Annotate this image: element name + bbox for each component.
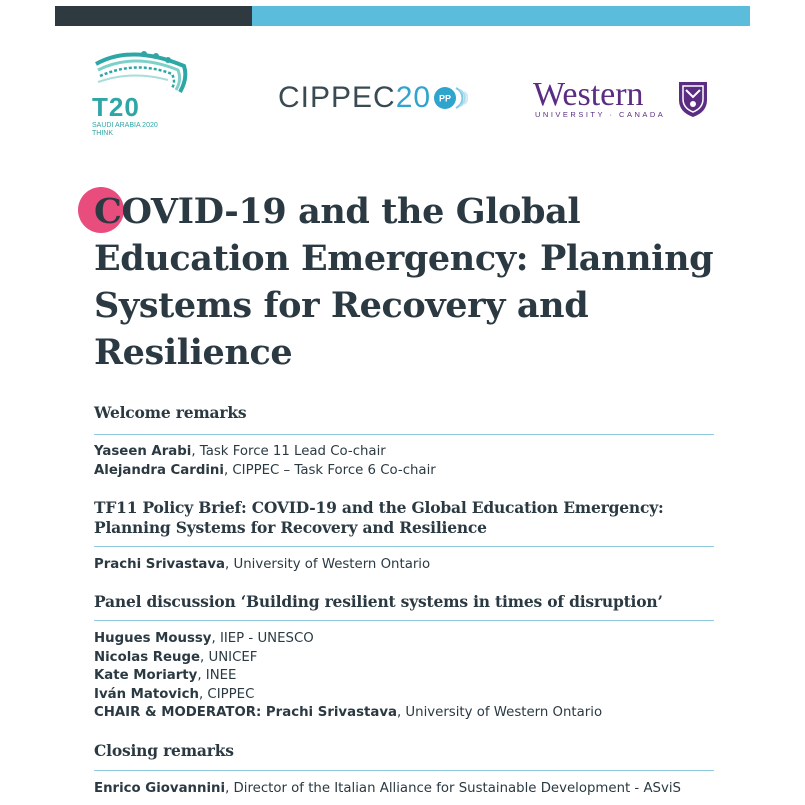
t20-title: T20 <box>92 92 140 122</box>
speaker-name: Alejandra Cardini <box>94 462 224 478</box>
section-heading-closing: Closing remarks <box>94 741 234 760</box>
page-title: COVID-19 and the Global Education Emergency: Planning Systems for Recovery and Resilience <box>94 191 714 373</box>
western-wordmark: Western <box>533 76 644 113</box>
speaker-list-panel <box>94 630 602 723</box>
section-divider <box>94 620 714 621</box>
speaker-role: , Task Force 11 Lead Co-chair <box>191 444 386 459</box>
t20-emblem-icon <box>92 44 192 96</box>
speaker-name: Prachi Srivastava <box>94 557 226 572</box>
cippec-logo <box>278 78 468 118</box>
western-crest-icon <box>677 80 709 118</box>
t20-subtitle-line2: THINK <box>92 130 113 137</box>
section-heading-policy-brief: TF11 Policy Brief: COVID-19 and the Global Education Emergency: Planning Systems for Recovery and Resilience <box>94 498 664 537</box>
speaker-role: , University of Western Ontario <box>396 705 603 720</box>
speaker-list-policy-brief <box>94 556 430 575</box>
speaker-list-closing <box>94 780 681 799</box>
speaker-name: Iván Matovich <box>94 686 199 702</box>
t20-subtitle <box>92 122 158 138</box>
speaker-name: Yaseen Arabi <box>94 444 192 459</box>
cippec-number: 20 <box>395 81 432 114</box>
speaker-item <box>94 443 436 462</box>
top-bar-dark <box>55 6 252 26</box>
speaker-role: , IIEP - UNESCO <box>211 631 314 646</box>
section-divider <box>94 546 714 547</box>
section-divider <box>94 434 714 435</box>
speaker-role: , UNICEF <box>200 649 258 665</box>
t20-subtitle-line1: SAUDI ARABIA 2020 <box>92 122 158 129</box>
speaker-item <box>94 704 602 723</box>
speaker-name: Nicolas Reuge <box>94 649 201 665</box>
t20-logo <box>92 44 192 144</box>
speaker-role: , University of Western Ontario <box>225 557 431 572</box>
speaker-name: Enrico Giovannini <box>94 781 226 796</box>
western-subtitle: UNIVERSITY · CANADA <box>535 110 666 119</box>
western-logo <box>533 76 723 126</box>
top-bar-light <box>252 6 750 26</box>
speaker-item <box>94 686 602 705</box>
speaker-item <box>94 556 430 575</box>
speaker-item <box>94 667 602 686</box>
speaker-item <box>94 630 602 649</box>
section-divider <box>94 770 714 771</box>
speaker-name: Kate Moriarty <box>94 668 198 683</box>
speaker-role: , Director of the Italian Alliance for Sustainable Development - ASviS <box>225 781 681 796</box>
speaker-role: , INEE <box>197 668 237 683</box>
section-heading-panel: Panel discussion ‘Building resilient systems in times of disruption’ <box>94 592 663 611</box>
cippec-text: CIPPEC <box>278 81 396 114</box>
speaker-name: Hugues Moussy <box>94 631 212 646</box>
speaker-list-welcome <box>94 443 436 480</box>
speaker-role: , CIPPEC <box>198 686 255 702</box>
speaker-item <box>94 462 436 481</box>
cippec-badge-icon <box>434 85 468 111</box>
cippec-wordmark <box>278 81 431 115</box>
cippec-badge-text: PP <box>439 93 452 104</box>
speaker-item <box>94 649 602 668</box>
section-heading-welcome: Welcome remarks <box>94 403 247 422</box>
speaker-name: CHAIR & MODERATOR: Prachi Srivastava <box>94 705 397 720</box>
speaker-role: , CIPPEC – Task Force 6 Co-chair <box>223 462 436 478</box>
speaker-item <box>94 780 681 799</box>
